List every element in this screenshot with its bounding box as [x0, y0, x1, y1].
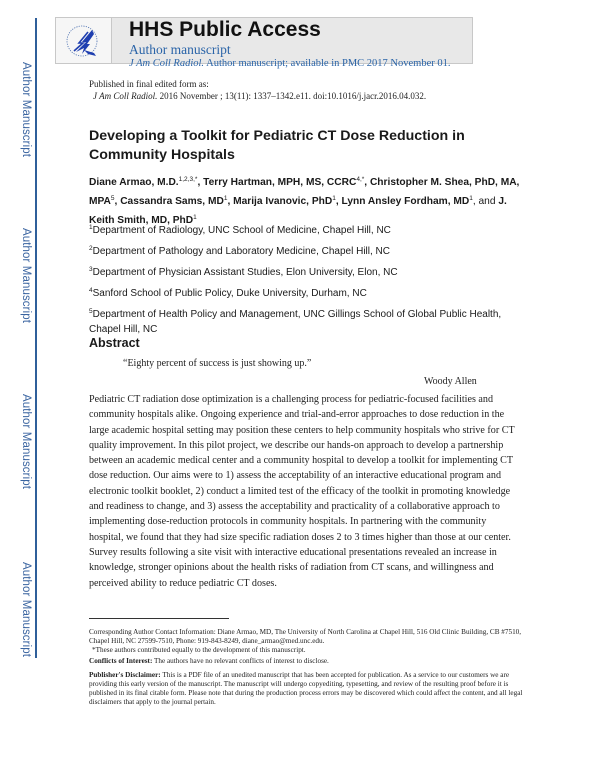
author-name: Marija Ivanovic, PhD — [233, 196, 333, 207]
published-label: Published in final edited form as: — [89, 79, 209, 89]
journal-name: J Am Coll Radiol. — [129, 58, 205, 69]
footnote-divider — [89, 618, 229, 619]
sidebar-label-author-manuscript: Author Manuscript — [20, 394, 32, 490]
abstract-heading: Abstract — [89, 336, 140, 350]
author-name: Lynn Ansley Fordham, MD — [341, 196, 470, 207]
availability-text: Author manuscript; available in PMC 2017 November 01. — [204, 58, 451, 69]
citation-details: 2016 November ; 13(11): 1337–1342.e11. doi:10.1016/j.jacr.2016.04.032. — [157, 91, 427, 101]
journal-name: J Am Coll Radiol. — [93, 91, 158, 101]
affiliation: $^3$Department of Physician Assistant Studies, Elon University, Elon, NC — [89, 266, 398, 278]
publisher-disclaimer: Publisher's Disclaimer: This is a PDF file of an unedited manuscript that has been accepted for publication. As a service to our customers we are providing this early version of the manuscript. The manuscript will undergo copyediting, typesetting, and review of the resulting proof before it is published in its final citable form. Please note that during the production process errors may be discovered which could affect the content, and all legal disclaimers that apply to the journal pertain. — [89, 671, 523, 706]
hhs-eagle-icon — [62, 20, 106, 62]
availability-citation — [129, 58, 450, 69]
author-affiliation-marker: 1 — [193, 214, 197, 221]
author-affiliation-marker: 5 — [110, 195, 115, 202]
sidebar-label-author-manuscript: Author Manuscript — [20, 228, 32, 324]
affiliation: $^5$Department of Health Policy and Management, UNC Gillings School of Global Public Health, Chapel Hill, NC — [89, 308, 502, 335]
abstract-body: Pediatric CT radiation dose optimization is a challenging process for pediatric-focused facilities and community hospitals alike. Ongoing experience and trial-and-error approaches to dose reduction in the large academic hospital setting may position these centers to help community hospitals who strive for CT quality improvement. In this pilot project, we describe our hands-on approach to develop a partnership between an academic medical center and a community hospital to develop a toolkit for implementing CT dose reduction. Our aims were to 1) assess the acceptability of an interactive educational program and electronic toolkit booklet, 2) conduct a limited test of the efficacy of the toolkit in promoting knowledge and readiness to change, and 3) assess the acceptability and practicality of a collaborative approach to implementing dose-reduction protocols in community hospitals. In partnering with the community hospital, we found that they had size specific radiation doses 2 to 3 times higher than those at our center. Survey results following a site visit with interactive educational presentations revealed an increase in knowledge, stronger opinions about the health risks of radiation from CT scans, and willingness and perceived ability to reduce pediatric CT doses. — [89, 394, 515, 589]
equal-contribution-note: *These authors contributed equally to the development of this manuscript. — [92, 646, 306, 654]
affiliation: $^4$Sanford School of Public Policy, Duke University, Durham, NC — [89, 287, 367, 299]
author-name: Diane Armao, M.D. — [89, 177, 179, 188]
sidebar-label-author-manuscript: Author Manuscript — [20, 62, 32, 158]
author-affiliation-marker: 1,2,3,* — [178, 176, 198, 183]
article-title: Developing a Toolkit for Pediatric CT Dose Reduction in Community Hospitals — [89, 128, 465, 163]
author-list: Diane Armao, M.D.$^{1,2,3,*}$, Terry Hartman, MPH, MS, $CCRC^{4,*}$, Christopher M. Shea, PhD, MA, MPA$^5$, Cassandra Sams, $MD^1$, Marija Ivanovic, PhD$^1$, Lynn Ansley Fordham, $MD^1$, and J. Keith Smith, MD, PhD$^1$ — [89, 176, 520, 226]
author-name: Christopher M. Shea, PhD, MA, MPA — [89, 177, 520, 207]
hhs-title: HHS Public Access — [129, 18, 321, 41]
hhs-header-banner — [55, 17, 473, 69]
affiliation: $^2$Department of Pathology and Laboratory Medicine, Chapel Hill, NC — [89, 245, 391, 257]
conflicts-of-interest-note: Conflicts of Interest: The authors have no relevant conflicts of interest to disclose. — [89, 657, 329, 665]
author-affiliation-marker: 4,* — [356, 176, 365, 183]
author-affiliation-marker: 1 — [469, 195, 473, 202]
epigraph-quote: “Eighty percent of success is just showing up.” — [123, 358, 312, 369]
manuscript-type: Author manuscript — [129, 42, 231, 57]
author-name: J. Keith Smith, MD, PhD — [89, 196, 507, 226]
author-affiliation-marker: 1 — [223, 195, 228, 202]
publication-citation — [93, 91, 426, 101]
sidebar-label-author-manuscript: Author Manuscript — [20, 562, 32, 658]
affiliation: $^1$Department of Radiology, UNC School of Medicine, Chapel Hill, NC — [89, 224, 391, 236]
author-name: Cassandra Sams, MD — [120, 196, 224, 207]
sidebar-rule — [35, 18, 37, 658]
corresponding-author-note: Corresponding Author Contact Information: Diane Armao, MD, The University of North Carolina at Chapel Hill, 516 Old Clinic Building, CB #7510, Chapel Hill, NC 27599-7510, Phone: 919-843-8249, diane_armao@med.unc.edu. — [89, 628, 522, 645]
author-affiliation-marker: 1 — [332, 195, 336, 202]
epigraph-author: Woody Allen — [424, 376, 477, 387]
author-name: Terry Hartman, MPH, MS, CCRC — [203, 177, 357, 188]
hhs-logo — [56, 18, 112, 63]
